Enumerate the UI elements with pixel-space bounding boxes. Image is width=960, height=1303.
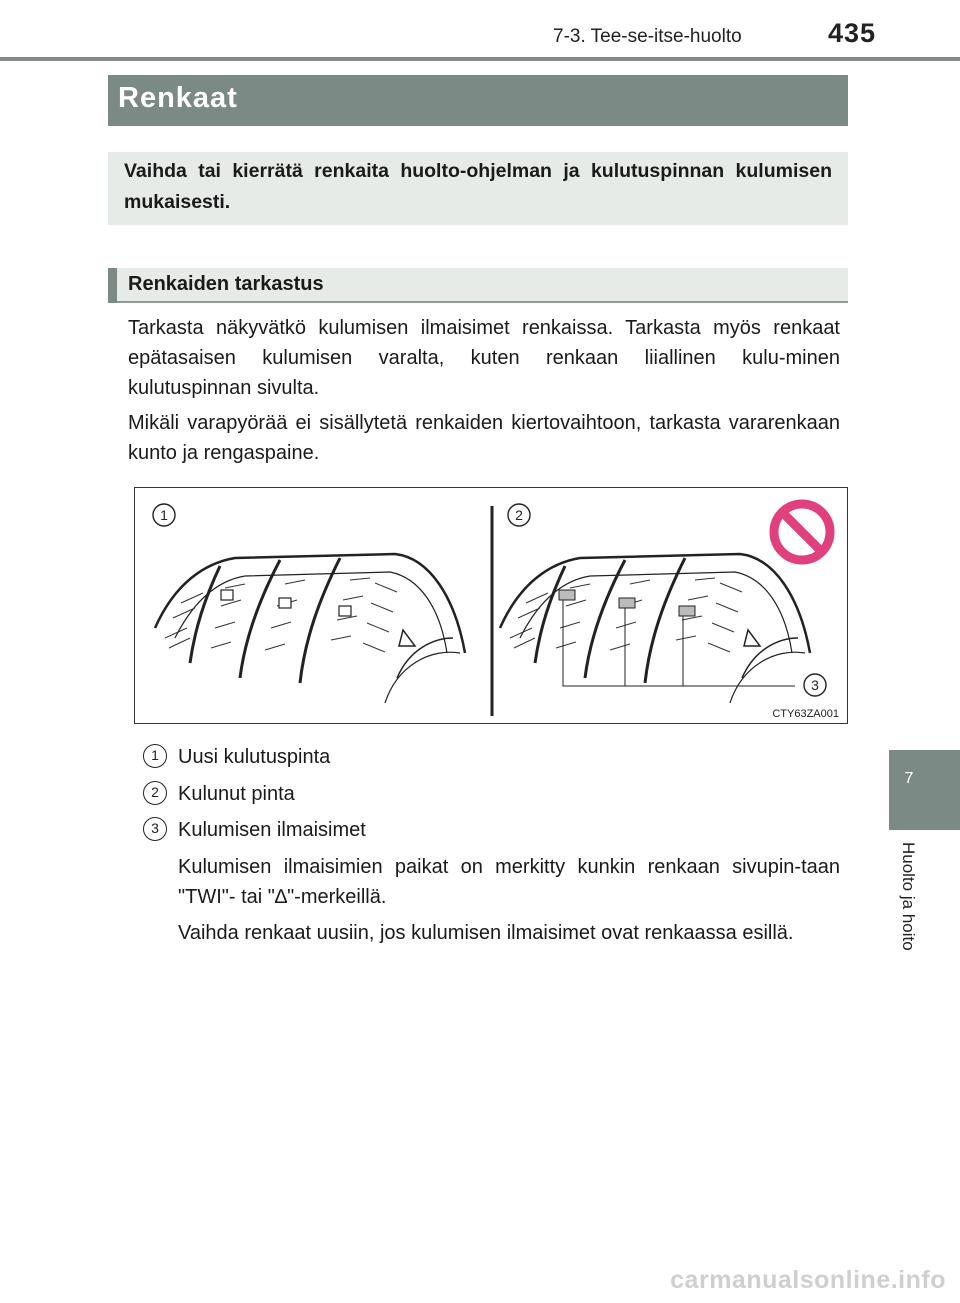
callout-3 (804, 674, 826, 696)
new-tread-tire (155, 554, 465, 703)
figure-code: CTY63ZA001 (772, 708, 839, 720)
svg-text:3: 3 (811, 677, 819, 693)
chapter-label: Huolto ja hoito (899, 842, 918, 951)
legend-label: Uusi kulutuspinta (178, 746, 331, 768)
note-replace-tires: Vaihda renkaat uusiin, jos kulumisen ilmaisimet ovat renkaassa esillä. (178, 922, 794, 944)
note-twi-markings: Kulumisen ilmaisimien paikat on merkitty kunkin renkaan sivupin-taan "TWI"- tai "∆"-merkeillä. (178, 856, 840, 908)
intro-text: Vaihda tai kierrätä renkaita huolto-ohjelman ja kulutuspinnan kulumisen mukaisesti. (124, 160, 832, 213)
callout-1 (153, 504, 175, 526)
header-divider (0, 57, 960, 61)
section-title: 7-3. Tee-se-itse-huolto (553, 26, 742, 47)
tire-illustration (135, 488, 849, 725)
svg-text:1: 1 (160, 507, 168, 523)
watermark: carmanualsonline.info (670, 1266, 946, 1294)
paragraph-tire-check: Tarkasta näkyvätkö kulumisen ilmaisimet renkaissa. Tarkasta myös renkaat epätasaisen kulumisen varalta, kuten renkaan liiallinen kulu-minen kulutuspinnan sivulta. (128, 317, 840, 399)
chapter-number: 7 (904, 770, 914, 787)
legend-number: 1 (143, 744, 167, 768)
callout-2 (508, 504, 530, 526)
legend-label: Kulunut pinta (178, 783, 295, 805)
worn-tread-tire (500, 554, 810, 703)
subsection-accent (108, 268, 117, 303)
legend-label: Kulumisen ilmaisimet (178, 819, 366, 841)
svg-text:2: 2 (515, 507, 523, 523)
page-number: 435 (828, 18, 877, 48)
tire-tread-figure (134, 487, 848, 724)
legend-number: 3 (143, 817, 167, 841)
legend-number: 2 (143, 781, 167, 805)
legend-item (143, 779, 843, 809)
subsection-heading: Renkaiden tarkastus (128, 273, 324, 295)
prohibition-icon (774, 504, 830, 560)
paragraph-spare-tire: Mikäli varapyörää ei sisällytetä renkaiden kiertovaihtoon, tarkasta vararenkaan kunto ja rengaspaine. (128, 412, 840, 464)
legend-item (143, 815, 843, 845)
chapter-tab[interactable] (889, 750, 960, 830)
legend-item (143, 742, 843, 772)
page-title: Renkaat (118, 82, 238, 114)
